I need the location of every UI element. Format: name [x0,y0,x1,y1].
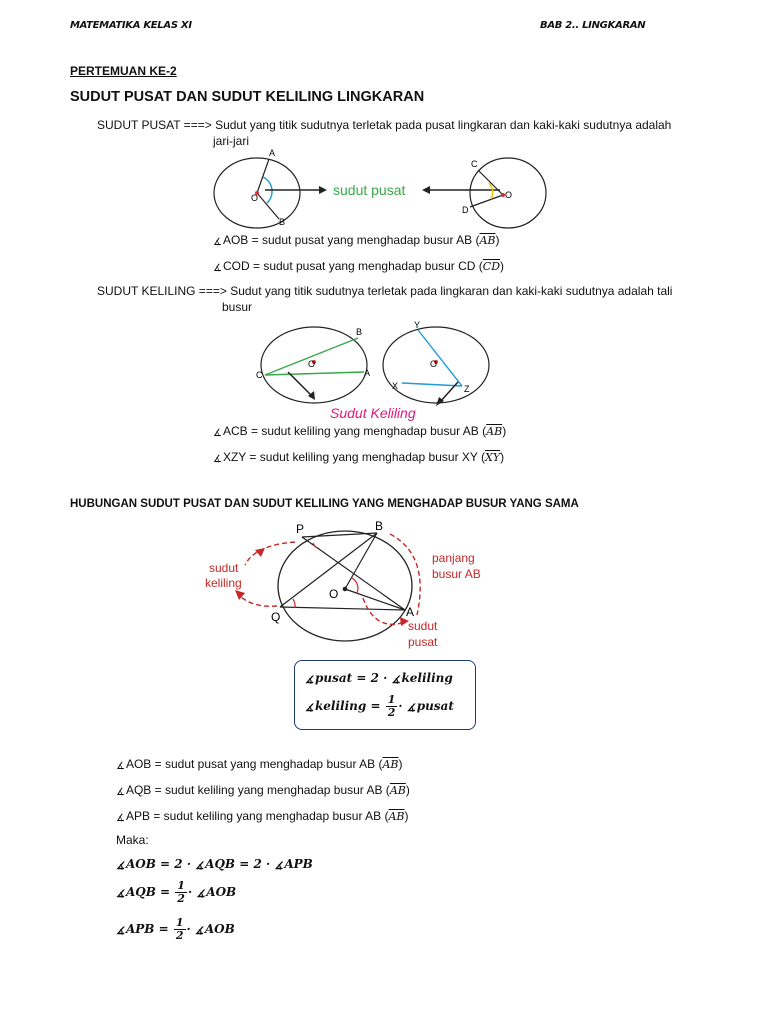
arc-notation: $\overline{AB}$ [389,784,406,797]
central-diagram-label: sudut pusat [333,182,406,198]
point-o-main-label: O [329,587,339,601]
central-definition-line1: Sudut yang titik sudutnya terletak pada pusat lingkaran dan kaki-kaki sudutnya adalah [215,118,672,132]
central-definition [97,117,707,133]
label-keliling-1: sudut [209,561,239,575]
central-example-cod [213,258,504,276]
radius-od [470,195,503,207]
pusat-arrow [363,598,405,624]
denominator: 2 [387,706,396,719]
formula-op: = 2 · [352,671,392,685]
formula-op: · [398,699,407,713]
close-paren: ) [495,233,500,247]
center-o-left: O [308,359,316,369]
close-paren: ) [405,783,410,797]
example-text: = sudut keliling yang menghadap busur AB ( [151,783,390,797]
relation-diagram [195,519,481,660]
angle-symbol: ∡ [406,703,416,714]
point-a-main-label: A [406,605,415,619]
angle-symbol: ∡ [116,861,125,872]
example-text: = sudut keliling yang menghadap busur XY ( [246,450,486,464]
keliling-arrow-up [245,542,295,565]
example-text: = sudut keliling yang menghadap busur AB ( [247,424,487,438]
angle-arc-cod [489,183,493,199]
formula-term: pusat [416,699,454,713]
angle-name: AOB [222,233,249,247]
denominator: 2 [177,892,185,905]
angle-symbol: ∡ [195,861,205,872]
arrow-left-head [319,186,327,194]
relation-example-apb [116,808,409,826]
close-paren: ) [500,450,505,464]
angle-symbol: ∡ [196,889,206,900]
fraction-half [174,917,186,942]
angle-name: AOB [125,757,152,771]
point-b-main-label: B [375,519,384,533]
inscribed-term: SUDUT KELILING ===> [97,284,227,298]
point-c2-label: C [256,370,263,380]
angle-symbol: ∡ [116,813,125,824]
radius-ob-main [345,533,377,589]
meeting-label: PERTEMUAN KE-2 [70,64,177,78]
point-z-label: Z [464,384,470,394]
close-paren: ) [500,259,505,273]
fraction-half [175,880,187,905]
angle-symbol: ∡ [194,926,204,937]
central-angle-diagram [205,145,555,235]
arc-notation: $\overline{AB}$ [382,758,399,771]
arrow-right-head [422,186,430,194]
result-op: = [155,885,175,899]
result-line-3 [116,917,235,942]
label-keliling-2: keliling [205,576,242,590]
center-o-main [343,587,348,592]
angle-symbol: ∡ [391,675,401,686]
central-term: SUDUT PUSAT ===> [97,118,212,132]
inscribed-angle-diagram [250,320,500,425]
result-term: APB [284,857,313,871]
chord-yz [418,330,462,386]
angle-symbol: ∡ [213,454,222,465]
inscribed-definition-line1: Sudut yang titik sudutnya terletak pada lingkaran dan kaki-kaki sudutnya adalah tali [230,284,673,298]
label-pusat-2: pusat [408,635,438,649]
result-line-2 [116,880,236,905]
close-paren: ) [398,757,403,771]
chord-cb [265,338,358,375]
arc-notation: $\overline{AB}$ [479,234,496,247]
point-o-label-right: O [505,190,513,200]
result-term: AQB [125,885,156,899]
result-term: AQB [205,857,236,871]
label-busur-1: panjang [432,551,475,565]
angle-name: XZY [222,450,247,464]
result-term: AOB [125,857,156,871]
relation-example-aqb [116,782,410,800]
close-paren: ) [502,424,507,438]
keliling-arrowhead-up [255,548,265,557]
result-line-1 [116,857,313,871]
arc-notation: $\overline{AB}$ [486,425,503,438]
header-left: MATEMATIKA KELAS XI [70,20,192,31]
point-d-label: D [462,205,469,215]
result-op: · [187,885,197,899]
denominator: 2 [175,929,184,942]
angle-symbol: ∡ [305,675,314,686]
formula-term: keliling [401,671,453,685]
point-a2-label: A [364,368,371,378]
angle-symbol: ∡ [213,237,222,248]
point-c-label: C [471,159,478,169]
relation-heading: HUBUNGAN SUDUT PUSAT DAN SUDUT KELILING YANG MENGHADAP BUSUR YANG SAMA [70,498,579,510]
angle-q-arc [293,599,295,608]
result-op: = 2 · [235,857,275,871]
inscribed-example-xzy [213,449,504,467]
arc-notation: $\overline{CD}$ [482,260,501,273]
numerator: 1 [177,879,185,892]
angle-symbol: ∡ [116,889,125,900]
angle-name: ACB [222,424,248,438]
numerator: 1 [387,693,396,706]
point-a-label: A [269,148,276,158]
inscribed-example-acb [213,423,506,441]
angle-symbol: ∡ [116,761,125,772]
point-x-label: X [392,381,399,391]
central-example-aob [213,232,500,250]
center-o-right: O [430,359,438,369]
result-op: = 2 · [155,857,196,871]
formula-inscribed [305,694,454,719]
inscribed-definition-line2: busur [222,300,253,314]
radius-oc [478,170,503,195]
example-text: = sudut pusat yang menghadap busur AB ( [151,757,383,771]
angle-symbol: ∡ [116,787,125,798]
numerator: 1 [175,916,184,929]
result-term: APB [125,922,155,936]
relation-example-aob [116,756,403,774]
point-p-label: P [296,522,305,536]
angle-name: APB [125,809,150,823]
angle-name: AQB [125,783,152,797]
point-b-label: B [279,217,286,227]
chord-xz [402,383,462,386]
angle-symbol: ∡ [116,926,125,937]
radius-oa [257,159,269,193]
arrow-to-left [288,372,312,396]
point-q-label: Q [271,610,281,624]
inscribed-definition [97,283,707,299]
maka-label: Maka: [116,833,149,847]
page-title: SUDUT PUSAT DAN SUDUT KELILING LINGKARAN [70,89,425,105]
point-y-label: Y [414,320,421,330]
example-text: = sudut pusat yang menghadap busur AB ( [248,233,480,247]
result-term: AOB [206,885,237,899]
formula-op: = [366,699,385,713]
angle-o-arc [352,578,358,593]
arc-notation: $\overline{XY}$ [485,451,501,464]
label-pusat-1: sudut [408,619,438,633]
close-paren: ) [404,809,409,823]
example-text: = sudut pusat yang menghadap busur CD ( [249,259,483,273]
angle-name: COD [222,259,250,273]
chord-qa [280,607,405,610]
point-b2-label: B [356,327,363,337]
result-term: AOB [204,922,235,936]
angle-symbol: ∡ [274,861,284,872]
radius-ob [257,193,279,219]
formula-box [294,660,476,730]
arc-notation: $\overline{AB}$ [388,810,405,823]
fraction-half [386,694,398,719]
radius-oa-main [345,589,405,610]
chord-ca [265,372,364,375]
example-text: = sudut keliling yang menghadap busur AB ( [149,809,389,823]
angle-symbol: ∡ [213,263,222,274]
angle-symbol: ∡ [305,703,314,714]
result-op: = [154,922,173,936]
header-right: BAB 2.. LINGKARAN [540,20,646,31]
chord-pb [302,533,377,537]
formula-term: keliling [314,699,367,713]
angle-symbol: ∡ [213,428,222,439]
central-definition-line2: jari-jari [213,134,249,148]
formula-central [305,671,453,685]
result-op: · [186,922,195,936]
formula-term: pusat [314,671,353,685]
label-busur-2: busur AB [432,567,481,581]
point-o-label-left: O [251,193,259,203]
inscribed-diagram-label: Sudut Keliling [330,405,416,421]
